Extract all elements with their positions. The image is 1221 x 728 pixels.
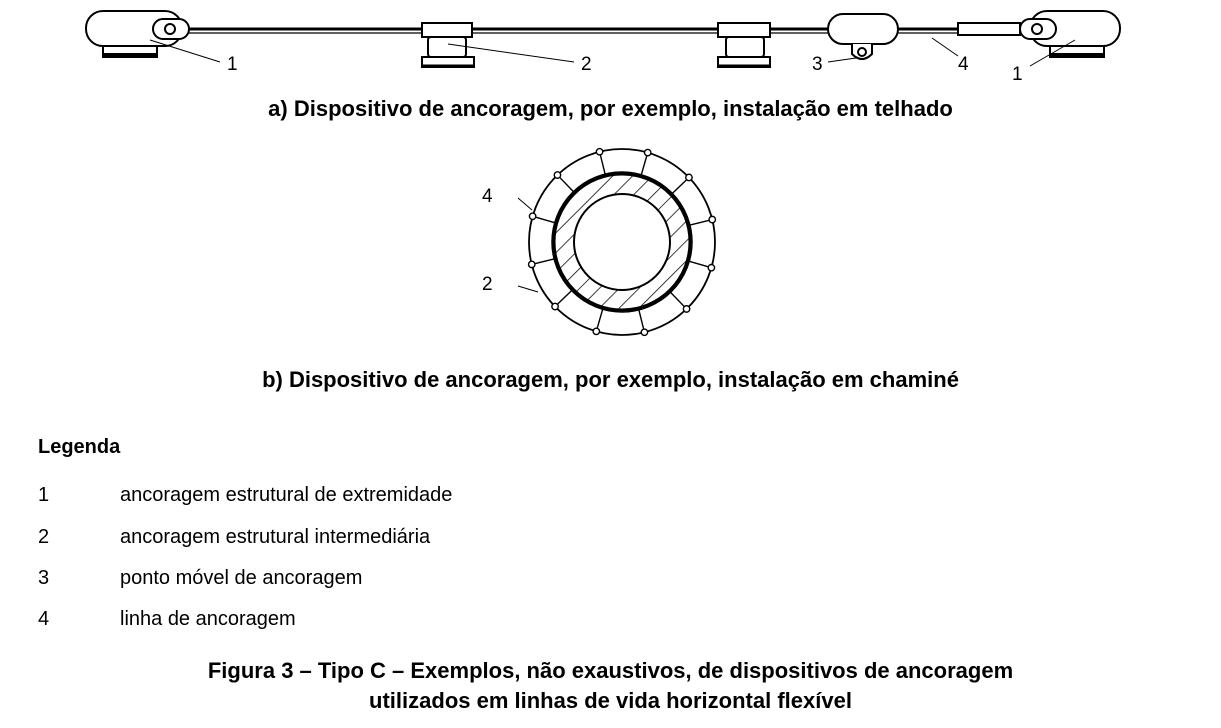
tensioner (958, 23, 1020, 35)
caption-a-text: Dispositivo de ancoragem, por exemplo, instalação em telhado (293, 96, 953, 121)
figure-caption-line-2: utilizados em linhas de vida horizontal flexível (369, 688, 852, 713)
chimney-flue (574, 194, 670, 290)
roof-anchorage-diagram (0, 0, 1221, 95)
legend-text: ancoragem estrutural de extremidade (120, 484, 453, 506)
ring-node (593, 328, 599, 334)
end-anchor-left (86, 11, 189, 57)
caption-chimney-installation: b) Dispositivo de ancoragem, por exemplo, instalação em chaminé (262, 367, 959, 392)
legend-text: linha de ancoragem (120, 608, 296, 630)
ring-node (645, 149, 651, 155)
legend-text: ponto móvel de ancoragem (120, 567, 363, 589)
legend-text: ancoragem estrutural intermediária (120, 526, 431, 548)
figure-caption-line-1: Figura 3 – Tipo C – Exemplos, não exaustivos, de dispositivos de ancoragem (207, 658, 1014, 683)
ring-node (552, 303, 558, 309)
ring-node (529, 261, 535, 267)
legend-number: 2 (38, 526, 50, 548)
callout-3: 3 (812, 54, 823, 75)
intermediate-anchor-1 (422, 23, 474, 67)
end-anchor-right (1020, 11, 1120, 57)
chimney-anchorage-diagram (470, 140, 740, 350)
figure-caption (0, 656, 1221, 716)
ring-node (529, 213, 535, 219)
caption-roof-installation (0, 96, 1221, 122)
legend-title: Legenda (38, 436, 121, 458)
legend-number: 4 (38, 608, 50, 630)
caption-a-prefix: a) (268, 96, 288, 121)
ring-node (596, 149, 602, 155)
callout-2-chimney: 2 (482, 274, 493, 295)
ring-node (641, 329, 647, 335)
ring-node (554, 172, 560, 178)
intermediate-anchor-2 (718, 23, 770, 67)
ring-node (683, 306, 689, 312)
legend-number: 1 (38, 484, 50, 506)
ring-node (686, 174, 692, 180)
callout-4-chimney: 4 (482, 186, 493, 207)
callout-4: 4 (958, 54, 969, 75)
callout-2: 2 (581, 54, 592, 75)
mobile-anchor-point (828, 14, 898, 59)
callout-1-left: 1 (227, 54, 238, 75)
callout-1-right: 1 (1012, 64, 1023, 85)
ring-node (708, 265, 714, 271)
ring-node (709, 216, 715, 222)
legend-number: 3 (38, 567, 50, 589)
